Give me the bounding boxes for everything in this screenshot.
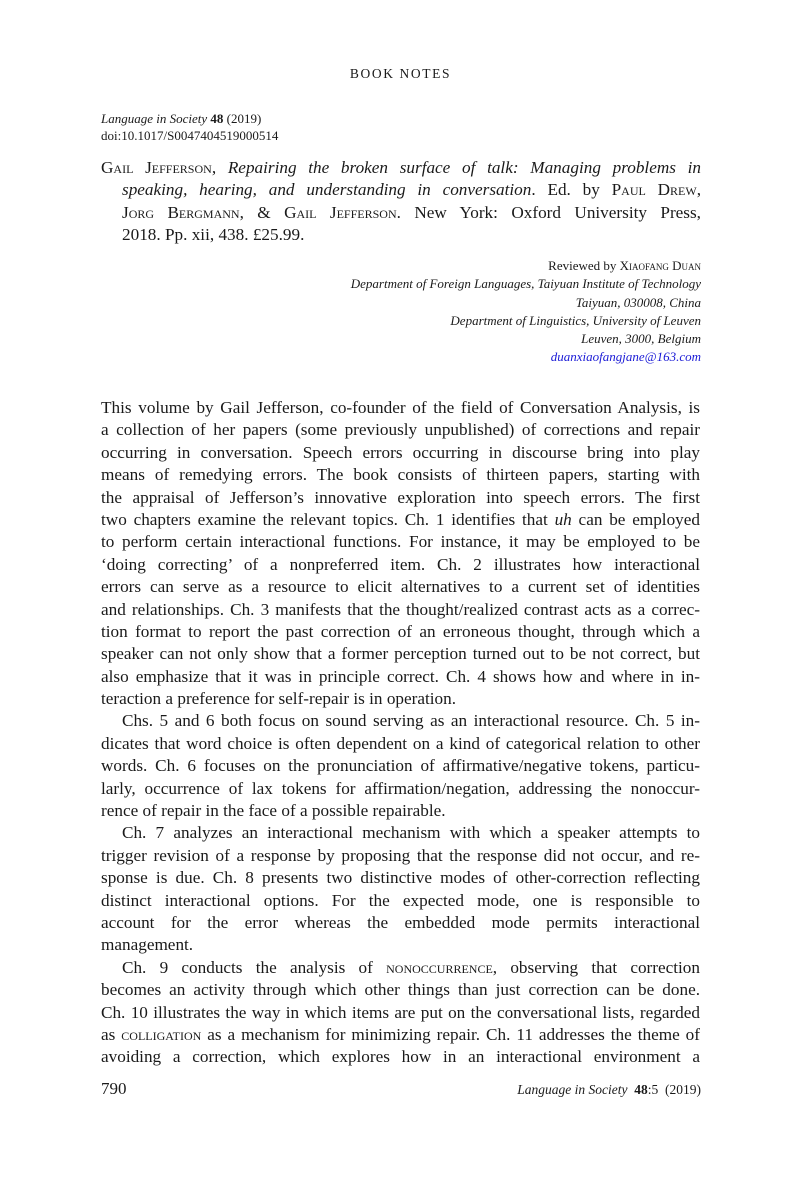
body-line: a collection of her papers (some previously unpublished) of corrections and repair — [101, 420, 700, 440]
editor-1: Paul Drew — [611, 180, 697, 200]
journal-volume: 48 — [210, 111, 224, 126]
body-line: words. Ch. 6 focuses on the pronunciation of affirmative/negative tokens, particu- — [101, 756, 700, 776]
body-line: distinct interactional options. For the expected mode, one is responsible to — [101, 890, 700, 910]
page-number: 790 — [101, 1079, 127, 1098]
book-author: Gail Jefferson — [101, 158, 212, 177]
body-line: account for the error whereas the embedded mode permits interactional — [101, 912, 700, 932]
body-line: rence of repair in the face of a possible repairable. — [101, 801, 446, 821]
citation-line-1: Gail Jefferson, Repairing the broken surface of talk: Managing problems in — [101, 158, 702, 177]
body-line: ‘doing correcting’ of a nonpreferred item. Ch. 2 illustrates how interactional — [101, 554, 700, 574]
body-line: and relationships. Ch. 3 manifests that the thought/realized contrast acts as a correc- — [101, 599, 700, 619]
editor-2: Jorg Bergmann — [122, 202, 240, 222]
doi: doi:10.1017/S0047404519000514 — [101, 128, 279, 143]
publisher: . New York: Oxford University Press, — [396, 202, 701, 222]
body-line: Ch. 9 conducts the analysis of nonoccurrence, observing that correction — [122, 957, 700, 977]
review-body — [101, 397, 700, 1069]
reviewer-name: Xiaofang Duan — [619, 258, 701, 273]
body-line: sponse is due. Ch. 8 presents two distinctive modes of other-correction reflecting — [101, 868, 700, 888]
body-line: Ch. 10 illustrates the way in which items are put on the conversational lists, regarded — [101, 1002, 700, 1022]
location-1: Taiyuan, 030008, China — [575, 294, 701, 310]
body-line: the appraisal of Jefferson’s innovative exploration into speech errors. The first — [101, 487, 700, 507]
affiliation-2: Department of Linguistics, University of Leuven — [450, 312, 701, 328]
body-line: errors can serve as a resource to elicit alternatives to a current set of identities — [101, 577, 700, 597]
body-line: occurring in conversation. Speech errors occurring in discourse bring into play — [101, 442, 700, 462]
body-line: becomes an activity through which other things than just correction can be done. — [101, 980, 700, 1000]
citation-line-4: 2018. Pp. xii, 438. £25.99. — [122, 225, 305, 245]
body-line: trigger revision of a response by proposing that the response did not occur, and re- — [101, 845, 700, 865]
body-line: Ch. 7 analyzes an interactional mechanism with which a speaker attempts to — [122, 823, 700, 843]
journal-name: Language in Society — [101, 111, 208, 126]
body-line: tion format to report the past correction of an erroneous thought, through which a — [101, 621, 700, 641]
term-nonoccurrence: nonoccurrence — [386, 957, 493, 977]
reviewer-email-link[interactable]: duanxiaofangjane@163.com — [550, 349, 701, 365]
body-line: speaker can not only show that a former perception turned out to be not correct, but — [101, 644, 700, 664]
body-line: larly, occurrence of lax tokens for affirmation/negation, addressing the nonoccur- — [101, 778, 700, 798]
reviewer-block — [351, 257, 701, 367]
book-title-part2: speaking, hearing, and understanding in conversation — [122, 180, 532, 200]
journal-volume-line — [101, 110, 278, 127]
body-line: teraction a preference for self-repair is in operation. — [101, 689, 457, 709]
body-line: avoiding a correction, which explores how in an interactional environment a — [101, 1047, 700, 1067]
book-title-part1: Repairing the broken surface of talk: Managing problems in — [227, 158, 702, 177]
editor-3: Gail Jefferson — [284, 202, 397, 222]
journal-meta — [101, 110, 278, 144]
location-2: Leuven, 3000, Belgium — [581, 331, 701, 347]
journal-year: (2019) — [226, 111, 262, 126]
book-citation — [101, 157, 701, 247]
body-line: means of remedying errors. The book consists of thirteen papers, starting with — [101, 465, 700, 485]
emphasis-uh: uh — [554, 509, 572, 529]
body-line: as colligation as a mechanism for minimizing repair. Ch. 11 addresses the theme of — [101, 1024, 700, 1044]
footer-journal: Language in Society 48:5 (2019) — [517, 1082, 701, 1097]
citation-line-2: speaking, hearing, and understanding in conversation. Ed. by Paul Drew, — [122, 180, 701, 200]
body-line: dicates that word choice is often dependent on a kind of categorical relation to other — [101, 733, 700, 753]
reviewer-name-line: Reviewed by Xiaofang Duan — [548, 258, 701, 273]
term-colligation: colligation — [121, 1024, 202, 1044]
body-line: two chapters examine the relevant topics. Ch. 1 identifies that uh can be employed — [101, 509, 700, 529]
body-line: also emphasize that it was in principle correct. Ch. 4 shows how and where in in- — [101, 666, 700, 686]
body-line: to perform certain interactional functions. For instance, it may be employed to be — [101, 532, 700, 552]
running-head: BOOK NOTES — [349, 66, 452, 81]
body-line: This volume by Gail Jefferson, co-founder of the field of Conversation Analysis, is — [101, 398, 700, 417]
affiliation-1: Department of Foreign Languages, Taiyuan Institute of Technology — [350, 276, 701, 292]
citation-line-3: Jorg Bergmann, & Gail Jefferson. New York: Oxford University Press, — [122, 202, 701, 222]
body-line: management. — [101, 935, 194, 955]
body-line: Chs. 5 and 6 both focus on sound serving as an interactional resource. Ch. 5 in- — [122, 711, 700, 731]
